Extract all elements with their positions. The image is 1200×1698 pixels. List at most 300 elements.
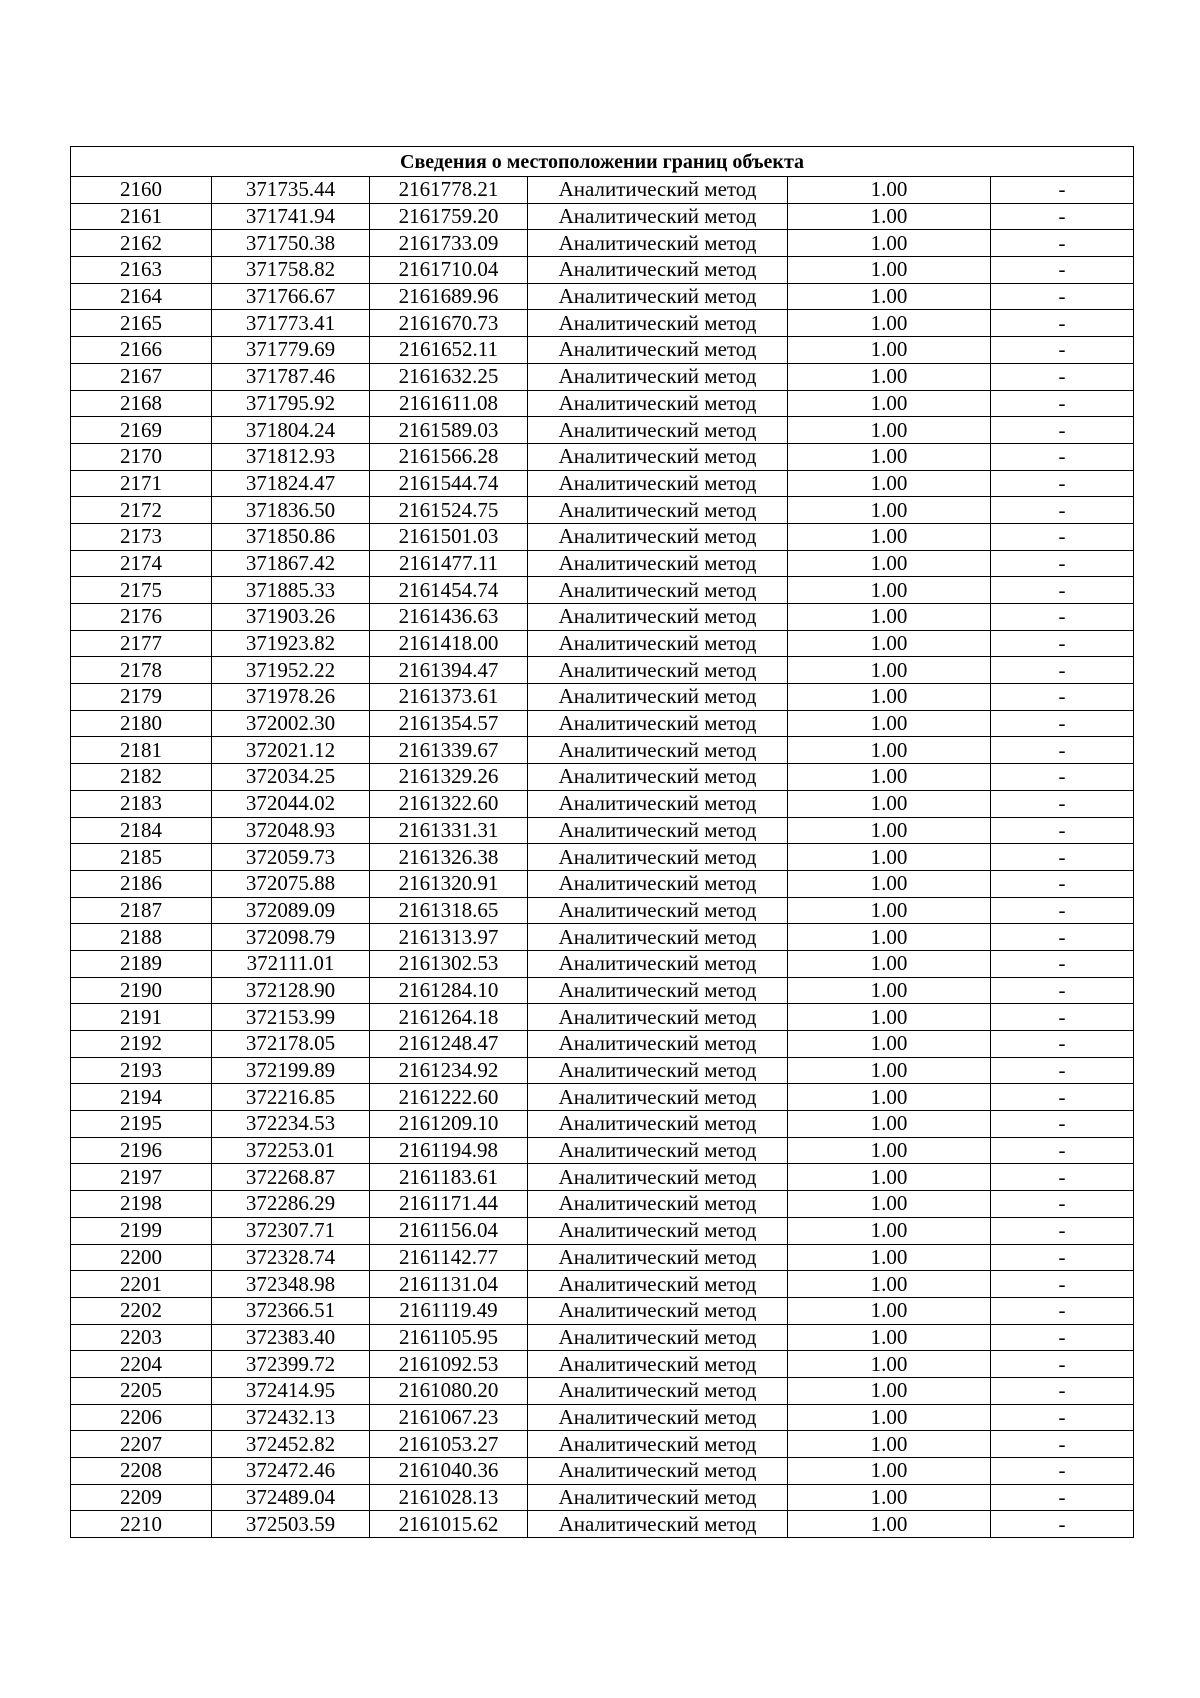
y-coordinate-cell: 2161105.95 (370, 1324, 528, 1351)
note-cell: - (991, 337, 1134, 364)
x-coordinate-cell: 372044.02 (212, 790, 370, 817)
accuracy-cell: 1.00 (788, 1137, 991, 1164)
point-number-cell: 2170 (71, 443, 212, 470)
note-cell: - (991, 684, 1134, 711)
table-row (71, 1217, 1134, 1244)
table-row (71, 924, 1134, 951)
x-coordinate-cell: 372503.59 (212, 1511, 370, 1538)
table-body (71, 177, 1134, 1538)
y-coordinate-cell: 2161067.23 (370, 1404, 528, 1431)
point-number-cell: 2172 (71, 497, 212, 524)
note-cell: - (991, 523, 1134, 550)
accuracy-cell: 1.00 (788, 817, 991, 844)
point-number-cell: 2198 (71, 1191, 212, 1218)
method-cell: Аналитический метод (528, 1031, 788, 1058)
note-cell: - (991, 1484, 1134, 1511)
note-cell: - (991, 417, 1134, 444)
method-cell: Аналитический метод (528, 1297, 788, 1324)
point-number-cell: 2189 (71, 950, 212, 977)
point-number-cell: 2167 (71, 363, 212, 390)
x-coordinate-cell: 372153.99 (212, 1004, 370, 1031)
point-number-cell: 2178 (71, 657, 212, 684)
table-row (71, 1324, 1134, 1351)
x-coordinate-cell: 372414.95 (212, 1377, 370, 1404)
method-cell: Аналитический метод (528, 310, 788, 337)
x-coordinate-cell: 372383.40 (212, 1324, 370, 1351)
note-cell: - (991, 1031, 1134, 1058)
accuracy-cell: 1.00 (788, 550, 991, 577)
method-cell: Аналитический метод (528, 497, 788, 524)
note-cell: - (991, 177, 1134, 204)
x-coordinate-cell: 371750.38 (212, 230, 370, 257)
x-coordinate-cell: 371885.33 (212, 577, 370, 604)
table-row (71, 1191, 1134, 1218)
accuracy-cell: 1.00 (788, 1431, 991, 1458)
table-row (71, 1458, 1134, 1485)
y-coordinate-cell: 2161194.98 (370, 1137, 528, 1164)
x-coordinate-cell: 371850.86 (212, 523, 370, 550)
method-cell: Аналитический метод (528, 177, 788, 204)
x-coordinate-cell: 372098.79 (212, 924, 370, 951)
y-coordinate-cell: 2161354.57 (370, 710, 528, 737)
method-cell: Аналитический метод (528, 337, 788, 364)
note-cell: - (991, 283, 1134, 310)
accuracy-cell: 1.00 (788, 790, 991, 817)
x-coordinate-cell: 371923.82 (212, 630, 370, 657)
table-row (71, 684, 1134, 711)
x-coordinate-cell: 372348.98 (212, 1271, 370, 1298)
method-cell: Аналитический метод (528, 390, 788, 417)
note-cell: - (991, 604, 1134, 631)
y-coordinate-cell: 2161313.97 (370, 924, 528, 951)
accuracy-cell: 1.00 (788, 283, 991, 310)
note-cell: - (991, 1377, 1134, 1404)
x-coordinate-cell: 371741.94 (212, 203, 370, 230)
table-row (71, 1377, 1134, 1404)
method-cell: Аналитический метод (528, 257, 788, 284)
note-cell: - (991, 1431, 1134, 1458)
x-coordinate-cell: 372002.30 (212, 710, 370, 737)
point-number-cell: 2208 (71, 1458, 212, 1485)
x-coordinate-cell: 372234.53 (212, 1111, 370, 1138)
note-cell: - (991, 844, 1134, 871)
point-number-cell: 2176 (71, 604, 212, 631)
y-coordinate-cell: 2161222.60 (370, 1084, 528, 1111)
point-number-cell: 2171 (71, 470, 212, 497)
accuracy-cell: 1.00 (788, 1271, 991, 1298)
point-number-cell: 2190 (71, 977, 212, 1004)
x-coordinate-cell: 372452.82 (212, 1431, 370, 1458)
method-cell: Аналитический метод (528, 230, 788, 257)
method-cell: Аналитический метод (528, 870, 788, 897)
table-row (71, 817, 1134, 844)
table-row (71, 363, 1134, 390)
point-number-cell: 2164 (71, 283, 212, 310)
accuracy-cell: 1.00 (788, 1084, 991, 1111)
point-number-cell: 2204 (71, 1351, 212, 1378)
point-number-cell: 2207 (71, 1431, 212, 1458)
note-cell: - (991, 1271, 1134, 1298)
accuracy-cell: 1.00 (788, 870, 991, 897)
note-cell: - (991, 870, 1134, 897)
x-coordinate-cell: 372489.04 (212, 1484, 370, 1511)
note-cell: - (991, 1351, 1134, 1378)
x-coordinate-cell: 371836.50 (212, 497, 370, 524)
method-cell: Аналитический метод (528, 764, 788, 791)
method-cell: Аналитический метод (528, 1084, 788, 1111)
table-row (71, 283, 1134, 310)
table-row (71, 950, 1134, 977)
note-cell: - (991, 363, 1134, 390)
y-coordinate-cell: 2161248.47 (370, 1031, 528, 1058)
y-coordinate-cell: 2161080.20 (370, 1377, 528, 1404)
method-cell: Аналитический метод (528, 897, 788, 924)
note-cell: - (991, 630, 1134, 657)
note-cell: - (991, 950, 1134, 977)
note-cell: - (991, 230, 1134, 257)
table-row (71, 1431, 1134, 1458)
note-cell: - (991, 390, 1134, 417)
table-row (71, 1404, 1134, 1431)
table-row (71, 257, 1134, 284)
y-coordinate-cell: 2161373.61 (370, 684, 528, 711)
x-coordinate-cell: 371766.67 (212, 283, 370, 310)
method-cell: Аналитический метод (528, 977, 788, 1004)
accuracy-cell: 1.00 (788, 1377, 991, 1404)
point-number-cell: 2168 (71, 390, 212, 417)
point-number-cell: 2163 (71, 257, 212, 284)
table-row (71, 177, 1134, 204)
note-cell: - (991, 764, 1134, 791)
note-cell: - (991, 924, 1134, 951)
x-coordinate-cell: 372199.89 (212, 1057, 370, 1084)
note-cell: - (991, 203, 1134, 230)
table-title-row (71, 147, 1134, 177)
x-coordinate-cell: 372328.74 (212, 1244, 370, 1271)
table-row (71, 1351, 1134, 1378)
note-cell: - (991, 790, 1134, 817)
table-row (71, 390, 1134, 417)
y-coordinate-cell: 2161733.09 (370, 230, 528, 257)
table-row (71, 337, 1134, 364)
point-number-cell: 2175 (71, 577, 212, 604)
accuracy-cell: 1.00 (788, 257, 991, 284)
note-cell: - (991, 1137, 1134, 1164)
y-coordinate-cell: 2161589.03 (370, 417, 528, 444)
table-row (71, 710, 1134, 737)
note-cell: - (991, 443, 1134, 470)
y-coordinate-cell: 2161320.91 (370, 870, 528, 897)
x-coordinate-cell: 371795.92 (212, 390, 370, 417)
accuracy-cell: 1.00 (788, 417, 991, 444)
table-row (71, 764, 1134, 791)
point-number-cell: 2193 (71, 1057, 212, 1084)
y-coordinate-cell: 2161318.65 (370, 897, 528, 924)
method-cell: Аналитический метод (528, 604, 788, 631)
point-number-cell: 2195 (71, 1111, 212, 1138)
x-coordinate-cell: 371735.44 (212, 177, 370, 204)
y-coordinate-cell: 2161611.08 (370, 390, 528, 417)
point-number-cell: 2199 (71, 1217, 212, 1244)
accuracy-cell: 1.00 (788, 1458, 991, 1485)
x-coordinate-cell: 371804.24 (212, 417, 370, 444)
note-cell: - (991, 1004, 1134, 1031)
method-cell: Аналитический метод (528, 1511, 788, 1538)
accuracy-cell: 1.00 (788, 977, 991, 1004)
y-coordinate-cell: 2161759.20 (370, 203, 528, 230)
table-row (71, 523, 1134, 550)
table-row (71, 657, 1134, 684)
x-coordinate-cell: 371787.46 (212, 363, 370, 390)
point-number-cell: 2162 (71, 230, 212, 257)
y-coordinate-cell: 2161501.03 (370, 523, 528, 550)
table-row (71, 790, 1134, 817)
accuracy-cell: 1.00 (788, 1217, 991, 1244)
x-coordinate-cell: 371903.26 (212, 604, 370, 631)
table-row (71, 310, 1134, 337)
accuracy-cell: 1.00 (788, 310, 991, 337)
point-number-cell: 2191 (71, 1004, 212, 1031)
note-cell: - (991, 1511, 1134, 1538)
accuracy-cell: 1.00 (788, 337, 991, 364)
accuracy-cell: 1.00 (788, 363, 991, 390)
method-cell: Аналитический метод (528, 1377, 788, 1404)
accuracy-cell: 1.00 (788, 1484, 991, 1511)
note-cell: - (991, 1111, 1134, 1138)
accuracy-cell: 1.00 (788, 497, 991, 524)
method-cell: Аналитический метод (528, 1111, 788, 1138)
method-cell: Аналитический метод (528, 417, 788, 444)
point-number-cell: 2209 (71, 1484, 212, 1511)
note-cell: - (991, 257, 1134, 284)
y-coordinate-cell: 2161264.18 (370, 1004, 528, 1031)
method-cell: Аналитический метод (528, 950, 788, 977)
y-coordinate-cell: 2161544.74 (370, 470, 528, 497)
method-cell: Аналитический метод (528, 710, 788, 737)
point-number-cell: 2177 (71, 630, 212, 657)
method-cell: Аналитический метод (528, 1004, 788, 1031)
x-coordinate-cell: 372089.09 (212, 897, 370, 924)
table-row (71, 417, 1134, 444)
method-cell: Аналитический метод (528, 924, 788, 951)
x-coordinate-cell: 372034.25 (212, 764, 370, 791)
note-cell: - (991, 897, 1134, 924)
accuracy-cell: 1.00 (788, 1244, 991, 1271)
method-cell: Аналитический метод (528, 1271, 788, 1298)
method-cell: Аналитический метод (528, 1164, 788, 1191)
x-coordinate-cell: 372253.01 (212, 1137, 370, 1164)
table-row (71, 1084, 1134, 1111)
method-cell: Аналитический метод (528, 550, 788, 577)
method-cell: Аналитический метод (528, 1458, 788, 1485)
accuracy-cell: 1.00 (788, 924, 991, 951)
accuracy-cell: 1.00 (788, 523, 991, 550)
method-cell: Аналитический метод (528, 1057, 788, 1084)
accuracy-cell: 1.00 (788, 577, 991, 604)
y-coordinate-cell: 2161454.74 (370, 577, 528, 604)
table-row (71, 897, 1134, 924)
x-coordinate-cell: 371824.47 (212, 470, 370, 497)
accuracy-cell: 1.00 (788, 1004, 991, 1031)
point-number-cell: 2160 (71, 177, 212, 204)
y-coordinate-cell: 2161778.21 (370, 177, 528, 204)
y-coordinate-cell: 2161156.04 (370, 1217, 528, 1244)
point-number-cell: 2174 (71, 550, 212, 577)
point-number-cell: 2210 (71, 1511, 212, 1538)
note-cell: - (991, 1404, 1134, 1431)
accuracy-cell: 1.00 (788, 470, 991, 497)
point-number-cell: 2203 (71, 1324, 212, 1351)
accuracy-cell: 1.00 (788, 1404, 991, 1431)
y-coordinate-cell: 2161477.11 (370, 550, 528, 577)
accuracy-cell: 1.00 (788, 737, 991, 764)
y-coordinate-cell: 2161632.25 (370, 363, 528, 390)
accuracy-cell: 1.00 (788, 604, 991, 631)
table-row (71, 1484, 1134, 1511)
point-number-cell: 2184 (71, 817, 212, 844)
table-row (71, 1164, 1134, 1191)
point-number-cell: 2165 (71, 310, 212, 337)
accuracy-cell: 1.00 (788, 1351, 991, 1378)
x-coordinate-cell: 371812.93 (212, 443, 370, 470)
table-row (71, 1511, 1134, 1538)
y-coordinate-cell: 2161053.27 (370, 1431, 528, 1458)
accuracy-cell: 1.00 (788, 177, 991, 204)
note-cell: - (991, 497, 1134, 524)
table-row (71, 1297, 1134, 1324)
x-coordinate-cell: 371978.26 (212, 684, 370, 711)
y-coordinate-cell: 2161234.92 (370, 1057, 528, 1084)
note-cell: - (991, 737, 1134, 764)
x-coordinate-cell: 372048.93 (212, 817, 370, 844)
table-row (71, 443, 1134, 470)
x-coordinate-cell: 371779.69 (212, 337, 370, 364)
y-coordinate-cell: 2161040.36 (370, 1458, 528, 1485)
point-number-cell: 2186 (71, 870, 212, 897)
y-coordinate-cell: 2161209.10 (370, 1111, 528, 1138)
table-row (71, 203, 1134, 230)
note-cell: - (991, 1297, 1134, 1324)
y-coordinate-cell: 2161131.04 (370, 1271, 528, 1298)
y-coordinate-cell: 2161142.77 (370, 1244, 528, 1271)
note-cell: - (991, 1084, 1134, 1111)
y-coordinate-cell: 2161418.00 (370, 630, 528, 657)
table-row (71, 1004, 1134, 1031)
method-cell: Аналитический метод (528, 1484, 788, 1511)
x-coordinate-cell: 372178.05 (212, 1031, 370, 1058)
note-cell: - (991, 1244, 1134, 1271)
x-coordinate-cell: 371952.22 (212, 657, 370, 684)
method-cell: Аналитический метод (528, 790, 788, 817)
method-cell: Аналитический метод (528, 1217, 788, 1244)
table-row (71, 1137, 1134, 1164)
method-cell: Аналитический метод (528, 737, 788, 764)
method-cell: Аналитический метод (528, 684, 788, 711)
y-coordinate-cell: 2161670.73 (370, 310, 528, 337)
method-cell: Аналитический метод (528, 630, 788, 657)
y-coordinate-cell: 2161436.63 (370, 604, 528, 631)
x-coordinate-cell: 372472.46 (212, 1458, 370, 1485)
x-coordinate-cell: 372399.72 (212, 1351, 370, 1378)
y-coordinate-cell: 2161183.61 (370, 1164, 528, 1191)
point-number-cell: 2200 (71, 1244, 212, 1271)
point-number-cell: 2183 (71, 790, 212, 817)
method-cell: Аналитический метод (528, 1431, 788, 1458)
method-cell: Аналитический метод (528, 1324, 788, 1351)
x-coordinate-cell: 372432.13 (212, 1404, 370, 1431)
y-coordinate-cell: 2161302.53 (370, 950, 528, 977)
method-cell: Аналитический метод (528, 1137, 788, 1164)
method-cell: Аналитический метод (528, 523, 788, 550)
note-cell: - (991, 710, 1134, 737)
accuracy-cell: 1.00 (788, 1324, 991, 1351)
point-number-cell: 2185 (71, 844, 212, 871)
table-row (71, 497, 1134, 524)
point-number-cell: 2169 (71, 417, 212, 444)
y-coordinate-cell: 2161119.49 (370, 1297, 528, 1324)
point-number-cell: 2196 (71, 1137, 212, 1164)
y-coordinate-cell: 2161015.62 (370, 1511, 528, 1538)
y-coordinate-cell: 2161339.67 (370, 737, 528, 764)
x-coordinate-cell: 372128.90 (212, 977, 370, 1004)
note-cell: - (991, 977, 1134, 1004)
note-cell: - (991, 1057, 1134, 1084)
x-coordinate-cell: 372366.51 (212, 1297, 370, 1324)
point-number-cell: 2192 (71, 1031, 212, 1058)
accuracy-cell: 1.00 (788, 230, 991, 257)
x-coordinate-cell: 371773.41 (212, 310, 370, 337)
table-row (71, 1057, 1134, 1084)
y-coordinate-cell: 2161652.11 (370, 337, 528, 364)
accuracy-cell: 1.00 (788, 443, 991, 470)
x-coordinate-cell: 372216.85 (212, 1084, 370, 1111)
note-cell: - (991, 1324, 1134, 1351)
table-row (71, 870, 1134, 897)
accuracy-cell: 1.00 (788, 630, 991, 657)
accuracy-cell: 1.00 (788, 1191, 991, 1218)
method-cell: Аналитический метод (528, 363, 788, 390)
table-row (71, 977, 1134, 1004)
note-cell: - (991, 470, 1134, 497)
y-coordinate-cell: 2161331.31 (370, 817, 528, 844)
x-coordinate-cell: 372059.73 (212, 844, 370, 871)
y-coordinate-cell: 2161028.13 (370, 1484, 528, 1511)
x-coordinate-cell: 372075.88 (212, 870, 370, 897)
table-row (71, 1111, 1134, 1138)
accuracy-cell: 1.00 (788, 390, 991, 417)
point-number-cell: 2180 (71, 710, 212, 737)
accuracy-cell: 1.00 (788, 657, 991, 684)
method-cell: Аналитический метод (528, 1244, 788, 1271)
point-number-cell: 2206 (71, 1404, 212, 1431)
method-cell: Аналитический метод (528, 470, 788, 497)
note-cell: - (991, 550, 1134, 577)
method-cell: Аналитический метод (528, 817, 788, 844)
note-cell: - (991, 1217, 1134, 1244)
table-title: Сведения о местоположении границ объекта (71, 147, 1134, 177)
x-coordinate-cell: 371867.42 (212, 550, 370, 577)
point-number-cell: 2187 (71, 897, 212, 924)
table-row (71, 577, 1134, 604)
accuracy-cell: 1.00 (788, 1031, 991, 1058)
y-coordinate-cell: 2161689.96 (370, 283, 528, 310)
note-cell: - (991, 1458, 1134, 1485)
accuracy-cell: 1.00 (788, 710, 991, 737)
table-row (71, 1244, 1134, 1271)
point-number-cell: 2173 (71, 523, 212, 550)
y-coordinate-cell: 2161710.04 (370, 257, 528, 284)
point-number-cell: 2197 (71, 1164, 212, 1191)
